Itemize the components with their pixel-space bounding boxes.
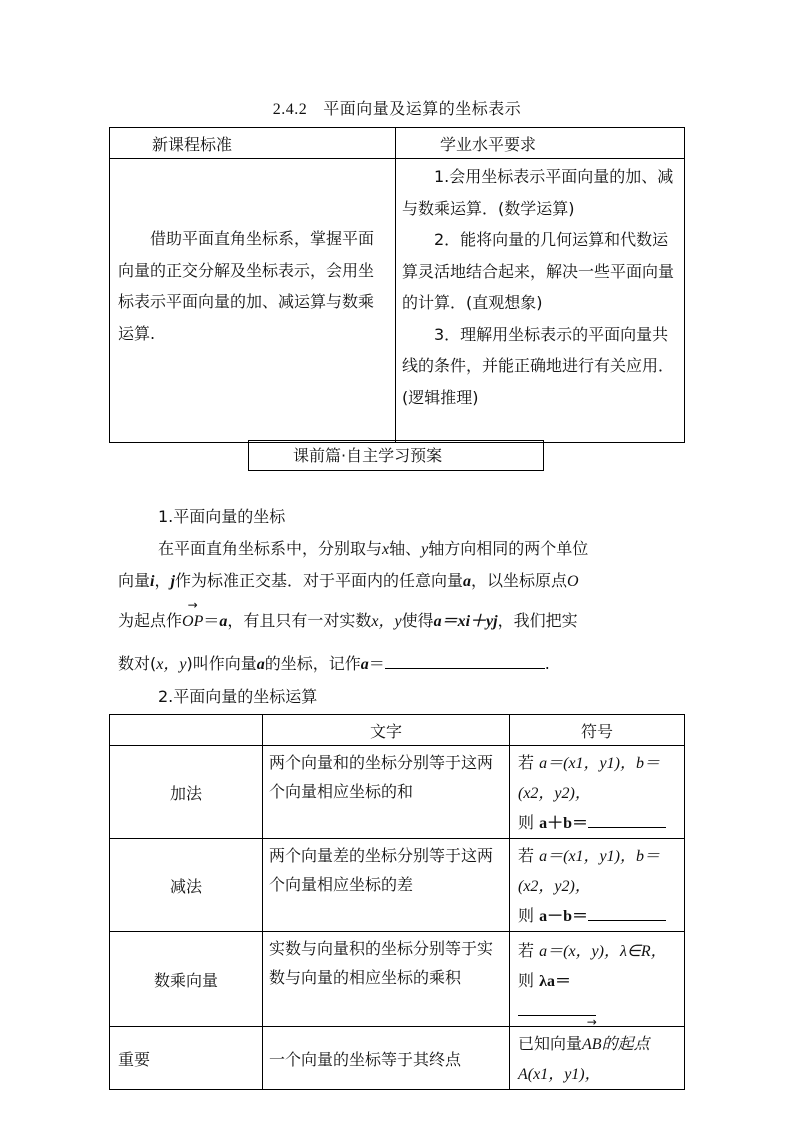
vector-arrow-icon: → (586, 1015, 597, 1029)
row-text: 两个向量和的坐标分别等于这两个向量相应坐标的和 (263, 746, 510, 839)
section-number: 2.4.2 (272, 101, 308, 118)
standard-text: 借助平面直角坐标系，掌握平面向量的正交分解及坐标表示，会用坐标表示平面向量的加、减运算与数乘运算. (110, 159, 396, 443)
row-name: 加法 (110, 746, 263, 839)
section2-heading: 2.平面向量的坐标运算 (158, 687, 318, 706)
row-name: 重要 (110, 1027, 263, 1090)
table-header-text: 文字 (263, 715, 510, 746)
table-row (110, 932, 685, 1027)
standards-table (109, 127, 685, 443)
row-symbol: 若 a＝(x1，y1)，b＝(x2，y2)， 则 a－b＝ (510, 839, 685, 932)
fill-blank[interactable] (588, 811, 666, 828)
row-name: 减法 (110, 839, 263, 932)
section1-line4: 数对(x，y)叫作向量a的坐标，记作a＝ . (118, 654, 550, 673)
vector-op: → OP (182, 598, 204, 630)
fill-blank[interactable] (588, 904, 666, 921)
section1-heading: 1.平面向量的坐标 (158, 507, 286, 526)
requirement-item: 3．理解用坐标表示的平面向量共线的条件，并能正确地进行有关应用．(逻辑推理) (402, 324, 675, 407)
table-header-standard: 新课程标准 (110, 128, 396, 159)
requirements-list (396, 159, 685, 443)
row-symbol: 已知向量 → AB的起点A(x1，y1)， (510, 1027, 685, 1090)
row-text: 两个向量差的坐标分别等于这两个向量相应坐标的差 (263, 839, 510, 932)
table-header-symbol: 符号 (510, 715, 685, 746)
section-title (0, 96, 794, 119)
row-text: 一个向量的坐标等于其终点 (263, 1027, 510, 1090)
row-symbol: 若 a＝(x1，y1)，b＝(x2，y2)， 则 a＋b＝ (510, 746, 685, 839)
table-row (110, 746, 685, 839)
coordinate-operations-table (109, 714, 685, 1090)
requirement-item: 2．能将向量的几何运算和代数运算灵活地结合起来，解决一些平面向量的计算．(直观想象) (402, 230, 675, 312)
fill-blank[interactable] (518, 999, 596, 1016)
vector-arrow-icon: → (187, 598, 198, 612)
row-symbol: 若 a＝(x，y)，λ∈R， 则 λa＝ (510, 932, 685, 1027)
table-header-requirements: 学业水平要求 (396, 128, 685, 159)
row-name: 数乘向量 (110, 932, 263, 1027)
row-text: 实数与向量积的坐标分别等于实数与向量的相应坐标的乘积 (263, 932, 510, 1027)
section1-line2: 向量i，j作为标准正交基．对于平面内的任意向量a，以坐标原点O (118, 571, 579, 590)
preview-section-box: 课前篇·自主学习预案 (248, 440, 544, 471)
section1-line1: 在平面直角坐标系中，分别取与x轴、y轴方向相同的两个单位 (158, 539, 589, 558)
table-row (110, 1027, 685, 1090)
section1-line3: 为起点作 → OP＝a，有且只有一对实数x，y使得a＝xi＋yj，我们把实 (118, 598, 578, 630)
section-title-text: 平面向量及运算的坐标表示 (323, 99, 522, 118)
table-row (110, 839, 685, 932)
vector-ab: → AB (582, 1015, 602, 1053)
requirement-item: 1.会用坐标表示平面向量的加、减与数乘运算．(数学运算) (402, 167, 674, 218)
fill-blank[interactable] (385, 652, 545, 669)
table-header-empty (110, 715, 263, 746)
